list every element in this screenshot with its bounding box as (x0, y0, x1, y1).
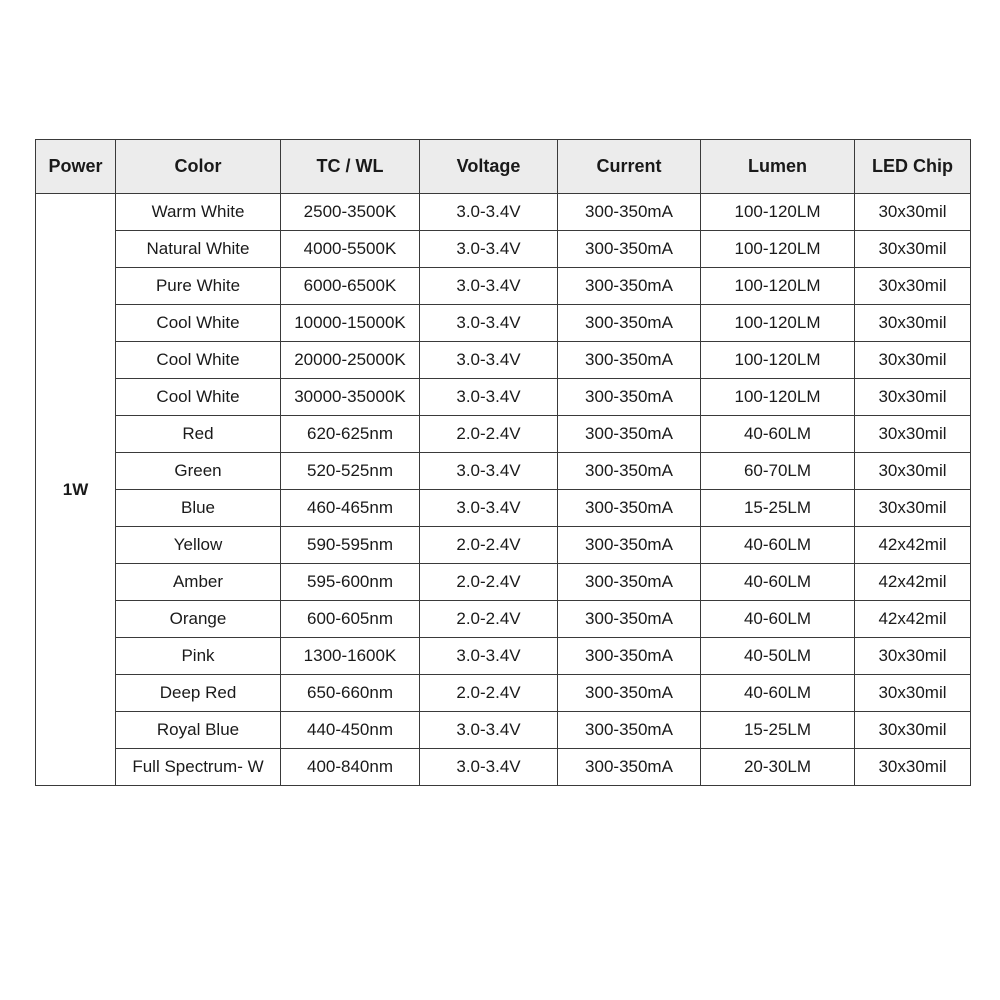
tc-wl-cell: 6000-6500K (281, 268, 420, 305)
table-row (36, 712, 971, 749)
voltage-cell: 2.0-2.4V (420, 675, 558, 712)
lumen-cell: 40-60LM (701, 527, 855, 564)
voltage-cell: 2.0-2.4V (420, 601, 558, 638)
color-cell: Pink (116, 638, 281, 675)
header-current: Current (558, 140, 701, 194)
tc-wl-cell: 600-605nm (281, 601, 420, 638)
color-cell: Pure White (116, 268, 281, 305)
voltage-cell: 3.0-3.4V (420, 490, 558, 527)
table-row (36, 453, 971, 490)
voltage-cell: 3.0-3.4V (420, 379, 558, 416)
header-voltage: Voltage (420, 140, 558, 194)
lumen-cell: 40-60LM (701, 601, 855, 638)
current-cell: 300-350mA (558, 749, 701, 786)
tc-wl-cell: 30000-35000K (281, 379, 420, 416)
tc-wl-cell: 440-450nm (281, 712, 420, 749)
current-cell: 300-350mA (558, 675, 701, 712)
lumen-cell: 40-60LM (701, 675, 855, 712)
table-row (36, 564, 971, 601)
led-chip-cell: 30x30mil (855, 638, 971, 675)
header-lumen: Lumen (701, 140, 855, 194)
lumen-cell: 40-50LM (701, 638, 855, 675)
lumen-cell: 60-70LM (701, 453, 855, 490)
table-row (36, 305, 971, 342)
lumen-cell: 40-60LM (701, 564, 855, 601)
table-row (36, 675, 971, 712)
voltage-cell: 2.0-2.4V (420, 564, 558, 601)
table-row (36, 601, 971, 638)
voltage-cell: 3.0-3.4V (420, 712, 558, 749)
current-cell: 300-350mA (558, 305, 701, 342)
tc-wl-cell: 400-840nm (281, 749, 420, 786)
table-row (36, 638, 971, 675)
table-row (36, 379, 971, 416)
color-cell: Cool White (116, 379, 281, 416)
table-row (36, 749, 971, 786)
current-cell: 300-350mA (558, 268, 701, 305)
current-cell: 300-350mA (558, 490, 701, 527)
led-spec-table (35, 139, 971, 786)
table-row (36, 527, 971, 564)
tc-wl-cell: 595-600nm (281, 564, 420, 601)
current-cell: 300-350mA (558, 342, 701, 379)
table-row (36, 268, 971, 305)
header-led-chip: LED Chip (855, 140, 971, 194)
voltage-cell: 3.0-3.4V (420, 231, 558, 268)
current-cell: 300-350mA (558, 453, 701, 490)
color-cell: Warm White (116, 194, 281, 231)
header-tc-wl: TC / WL (281, 140, 420, 194)
voltage-cell: 2.0-2.4V (420, 527, 558, 564)
header-power: Power (36, 140, 116, 194)
led-chip-cell: 30x30mil (855, 490, 971, 527)
led-chip-cell: 42x42mil (855, 527, 971, 564)
current-cell: 300-350mA (558, 416, 701, 453)
tc-wl-cell: 650-660nm (281, 675, 420, 712)
led-chip-cell: 30x30mil (855, 379, 971, 416)
lumen-cell: 100-120LM (701, 305, 855, 342)
table-row (36, 194, 971, 231)
tc-wl-cell: 590-595nm (281, 527, 420, 564)
lumen-cell: 100-120LM (701, 379, 855, 416)
lumen-cell: 20-30LM (701, 749, 855, 786)
tc-wl-cell: 20000-25000K (281, 342, 420, 379)
voltage-cell: 3.0-3.4V (420, 268, 558, 305)
current-cell: 300-350mA (558, 194, 701, 231)
led-chip-cell: 42x42mil (855, 564, 971, 601)
color-cell: Royal Blue (116, 712, 281, 749)
tc-wl-cell: 1300-1600K (281, 638, 420, 675)
led-chip-cell: 30x30mil (855, 268, 971, 305)
color-cell: Deep Red (116, 675, 281, 712)
lumen-cell: 100-120LM (701, 231, 855, 268)
lumen-cell: 15-25LM (701, 490, 855, 527)
color-cell: Cool White (116, 342, 281, 379)
tc-wl-cell: 520-525nm (281, 453, 420, 490)
table-body (36, 194, 971, 786)
power-cell: 1W (36, 194, 116, 786)
table-row (36, 416, 971, 453)
color-cell: Natural White (116, 231, 281, 268)
current-cell: 300-350mA (558, 231, 701, 268)
current-cell: 300-350mA (558, 527, 701, 564)
led-chip-cell: 30x30mil (855, 194, 971, 231)
lumen-cell: 15-25LM (701, 712, 855, 749)
table-row (36, 342, 971, 379)
current-cell: 300-350mA (558, 564, 701, 601)
lumen-cell: 40-60LM (701, 416, 855, 453)
led-chip-cell: 30x30mil (855, 453, 971, 490)
led-chip-cell: 30x30mil (855, 231, 971, 268)
current-cell: 300-350mA (558, 638, 701, 675)
led-chip-cell: 30x30mil (855, 749, 971, 786)
tc-wl-cell: 4000-5500K (281, 231, 420, 268)
color-cell: Green (116, 453, 281, 490)
lumen-cell: 100-120LM (701, 342, 855, 379)
current-cell: 300-350mA (558, 601, 701, 638)
color-cell: Cool White (116, 305, 281, 342)
led-chip-cell: 30x30mil (855, 675, 971, 712)
current-cell: 300-350mA (558, 379, 701, 416)
tc-wl-cell: 620-625nm (281, 416, 420, 453)
led-chip-cell: 30x30mil (855, 342, 971, 379)
voltage-cell: 3.0-3.4V (420, 749, 558, 786)
lumen-cell: 100-120LM (701, 194, 855, 231)
table-row (36, 231, 971, 268)
color-cell: Full Spectrum- W (116, 749, 281, 786)
table-row (36, 490, 971, 527)
tc-wl-cell: 2500-3500K (281, 194, 420, 231)
current-cell: 300-350mA (558, 712, 701, 749)
voltage-cell: 3.0-3.4V (420, 453, 558, 490)
voltage-cell: 3.0-3.4V (420, 342, 558, 379)
voltage-cell: 3.0-3.4V (420, 194, 558, 231)
led-chip-cell: 30x30mil (855, 305, 971, 342)
led-chip-cell: 30x30mil (855, 416, 971, 453)
color-cell: Blue (116, 490, 281, 527)
color-cell: Red (116, 416, 281, 453)
header-row (36, 140, 971, 194)
color-cell: Amber (116, 564, 281, 601)
color-cell: Orange (116, 601, 281, 638)
lumen-cell: 100-120LM (701, 268, 855, 305)
header-color: Color (116, 140, 281, 194)
voltage-cell: 3.0-3.4V (420, 305, 558, 342)
tc-wl-cell: 10000-15000K (281, 305, 420, 342)
voltage-cell: 2.0-2.4V (420, 416, 558, 453)
led-chip-cell: 42x42mil (855, 601, 971, 638)
led-chip-cell: 30x30mil (855, 712, 971, 749)
table-header (36, 140, 971, 194)
tc-wl-cell: 460-465nm (281, 490, 420, 527)
voltage-cell: 3.0-3.4V (420, 638, 558, 675)
color-cell: Yellow (116, 527, 281, 564)
